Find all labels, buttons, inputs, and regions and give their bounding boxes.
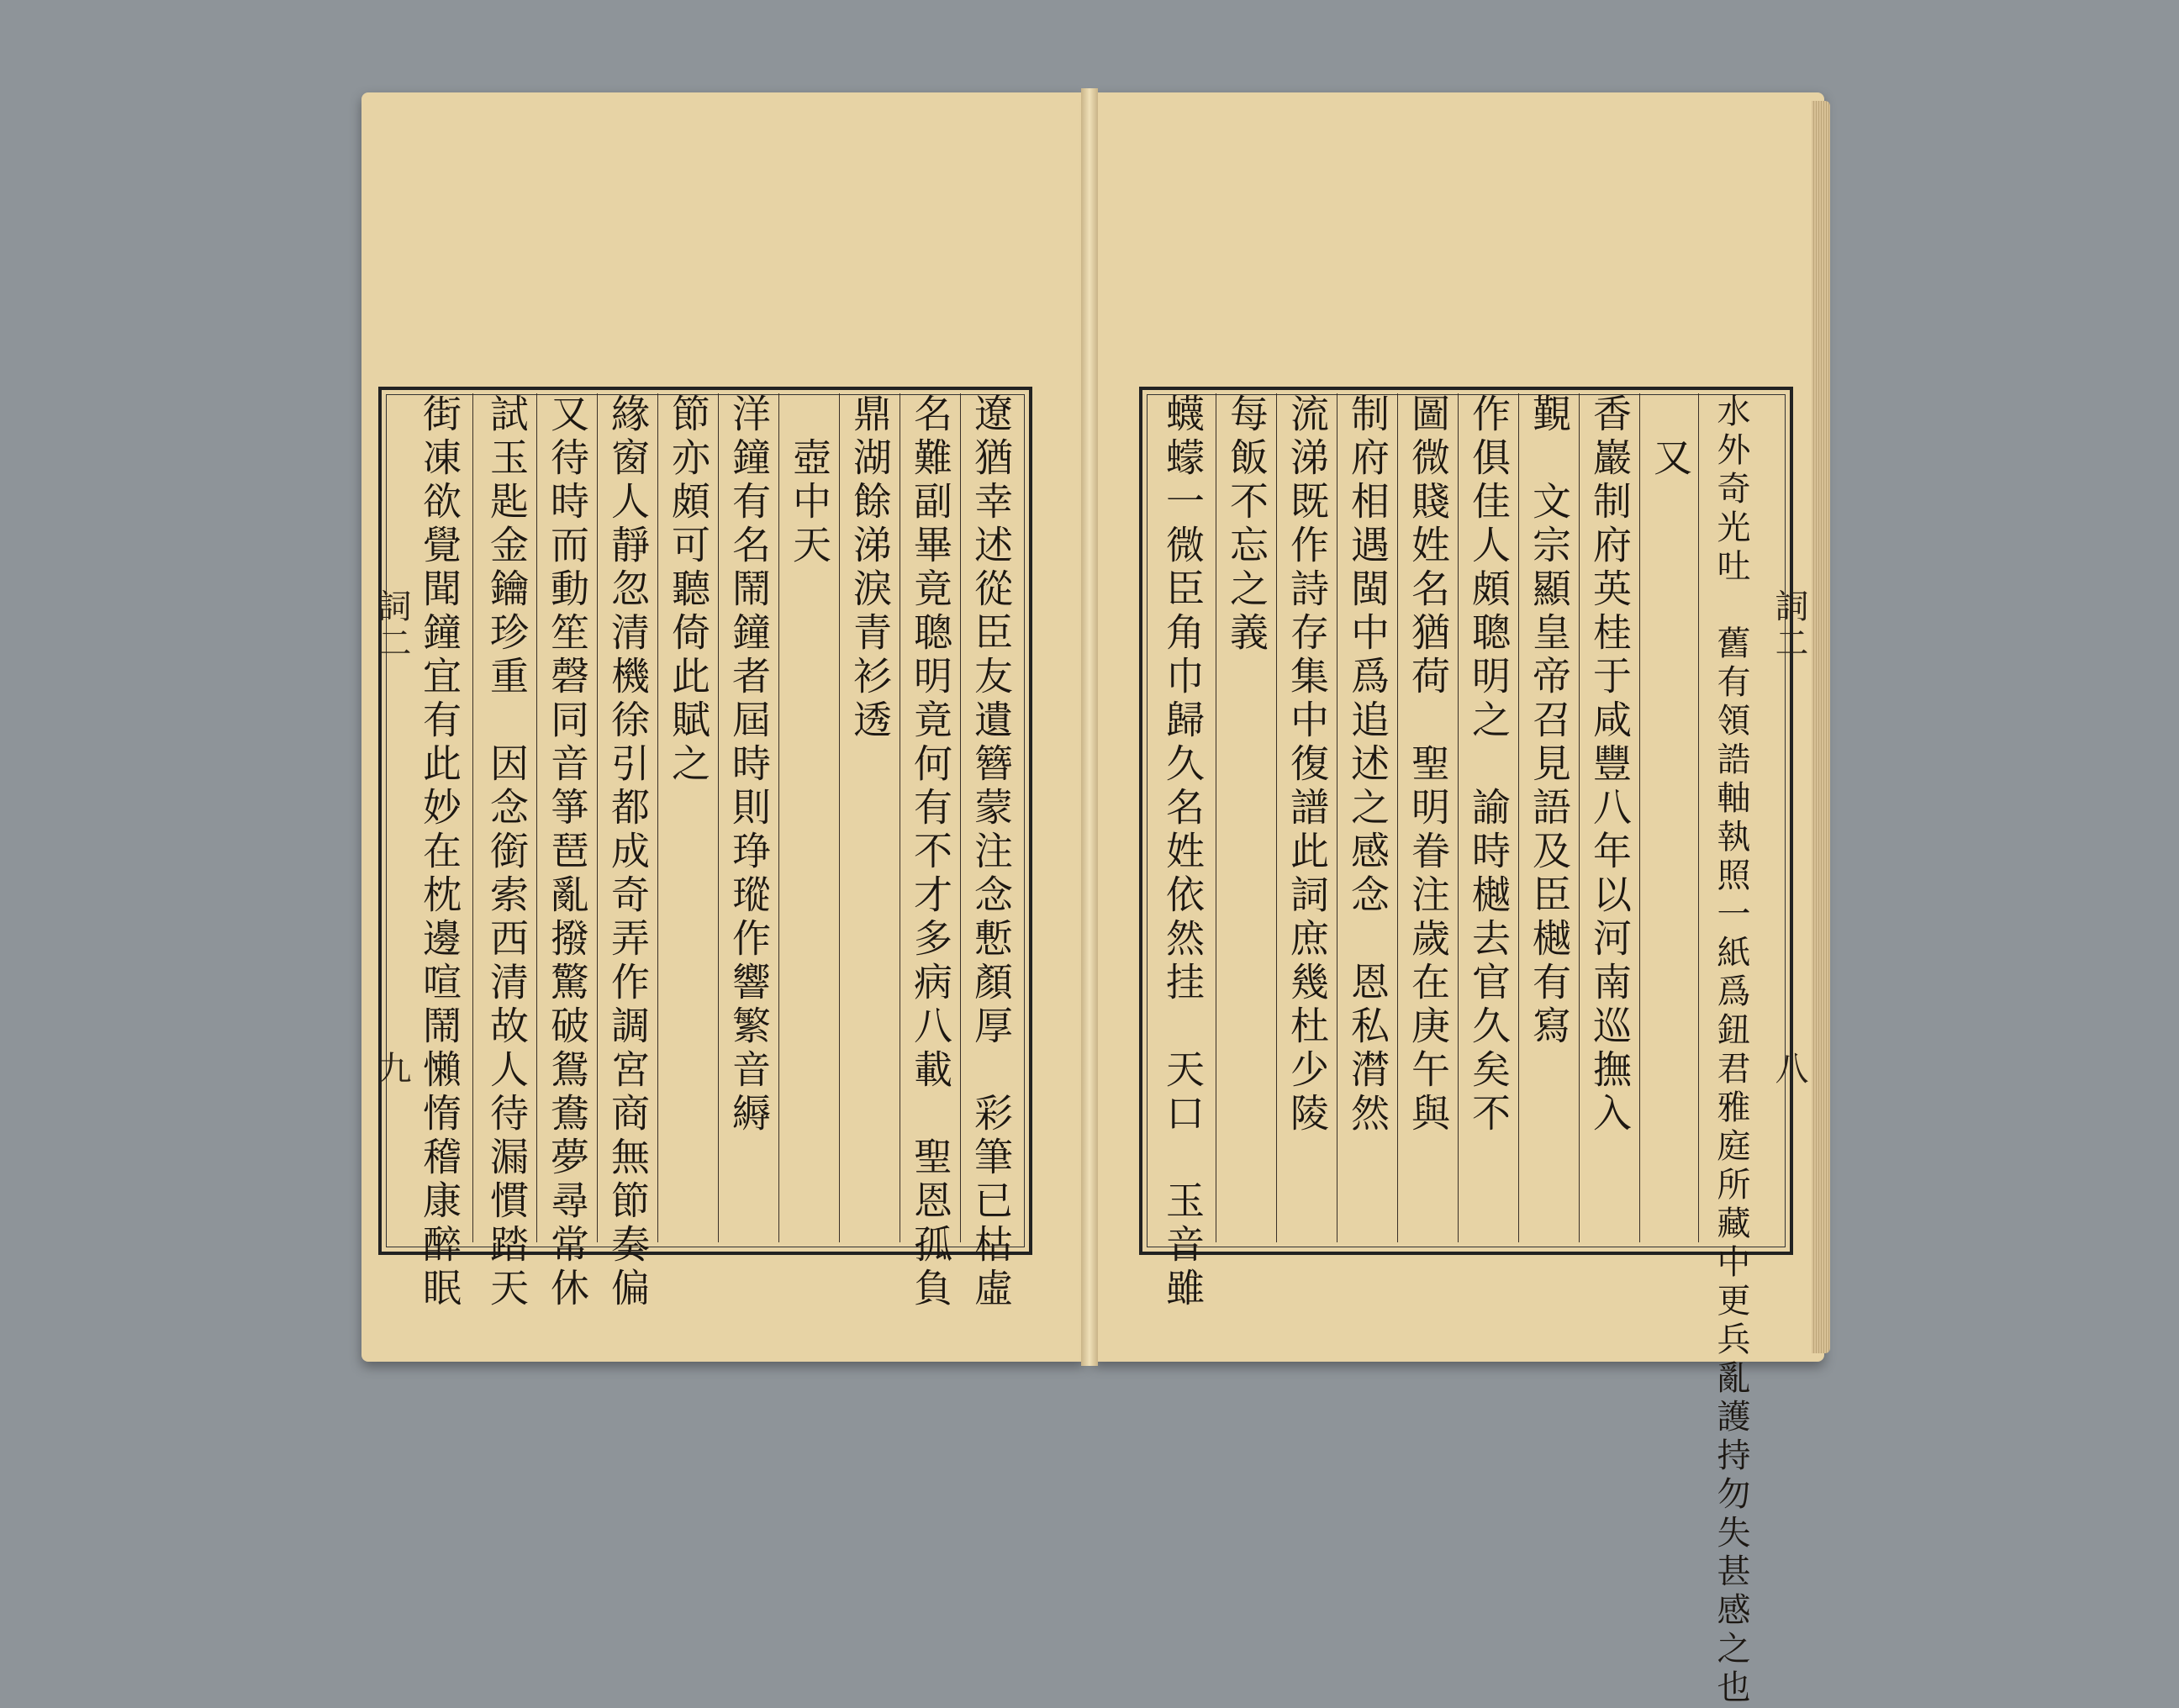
right-column-2: 又	[1648, 393, 1693, 481]
right-column-1: 水外奇光吐 舊有領誥軸執照一紙爲鈕君雅庭所藏中更兵亂護持勿失甚感之也	[1712, 393, 1750, 1708]
right-column-rule	[1639, 393, 1640, 1242]
left-column-rule	[718, 393, 719, 1242]
left-column-5: 洋鐘有名鬧鐘者屆時則琤瑽作響繁音縟	[726, 393, 772, 1136]
left-column-2: 名難副畢竟聰明竟何有不才多病八載 聖恩孤負	[908, 393, 953, 1311]
left-column-3: 鼎湖餘涕淚青衫透	[847, 393, 893, 743]
right-column-rule	[1579, 393, 1580, 1242]
right-column-9: 每飯不忘之義	[1224, 393, 1269, 656]
left-column-rule	[778, 393, 779, 1242]
left-column-8: 又待時而動笙磬同音箏琶亂撥驚破鴛鴦夢尋常休	[545, 393, 590, 1311]
left-column-rule	[472, 393, 473, 1242]
left-column-rule	[536, 393, 537, 1242]
right-column-10: 蠛蠓一微臣角巾歸久名姓依然挂 天口 玉音雖	[1160, 393, 1206, 1311]
left-column-rule	[657, 393, 658, 1242]
left-column-rule	[839, 393, 840, 1242]
right-column-rule	[1518, 393, 1519, 1242]
right-column-3: 香巖制府英桂于咸豐八年以河南巡撫入	[1587, 393, 1633, 1136]
right-column-4: 覲 文宗顯皇帝召見語及臣樾有寫	[1527, 393, 1572, 1049]
book-gutter	[1081, 88, 1098, 1366]
right-column-8: 流涕既作詩存集中復譜此詞庶幾杜少陵	[1285, 393, 1330, 1136]
left-margin-label: 詞二	[372, 588, 411, 662]
left-column-6: 節亦頗可聽倚此賦之	[666, 393, 711, 787]
left-column-7: 緣窗人靜忽清機徐引都成奇弄作調宮商無節奏偏	[605, 393, 651, 1311]
right-column-6: 圖微賤姓名猶荷 聖明眷注歲在庚午與	[1406, 393, 1451, 1136]
right-margin-label: 詞二	[1770, 588, 1808, 662]
right-column-5: 作俱佳人頗聰明之 諭時樾去官久矣不	[1466, 393, 1512, 1136]
right-column-rule	[1276, 393, 1277, 1242]
left-column-4: 壺中天	[787, 393, 832, 568]
left-column-rule	[597, 393, 598, 1242]
right-page-number: 八	[1770, 1051, 1808, 1088]
page-edges	[1812, 101, 1830, 1353]
right-column-rule	[1458, 393, 1459, 1242]
left-column-rule	[960, 393, 961, 1242]
right-column-7: 制府相遇閩中爲追述之感念 恩私潸然	[1345, 393, 1390, 1136]
left-page-number: 九	[372, 1051, 411, 1088]
left-column-9: 試玉匙金鑰珍重 因念銜索西清故人待漏慣踏天	[484, 393, 530, 1311]
left-column-1: 遼猶幸述從臣友遺簪蒙注念慙顏厚 彩筆已枯虛	[968, 393, 1014, 1311]
left-column-10: 街凍欲覺聞鐘宜有此妙在枕邊喧鬧懶惰稽康醉眠	[417, 393, 462, 1311]
right-column-rule	[1698, 393, 1699, 1242]
right-column-rule	[1397, 393, 1398, 1242]
